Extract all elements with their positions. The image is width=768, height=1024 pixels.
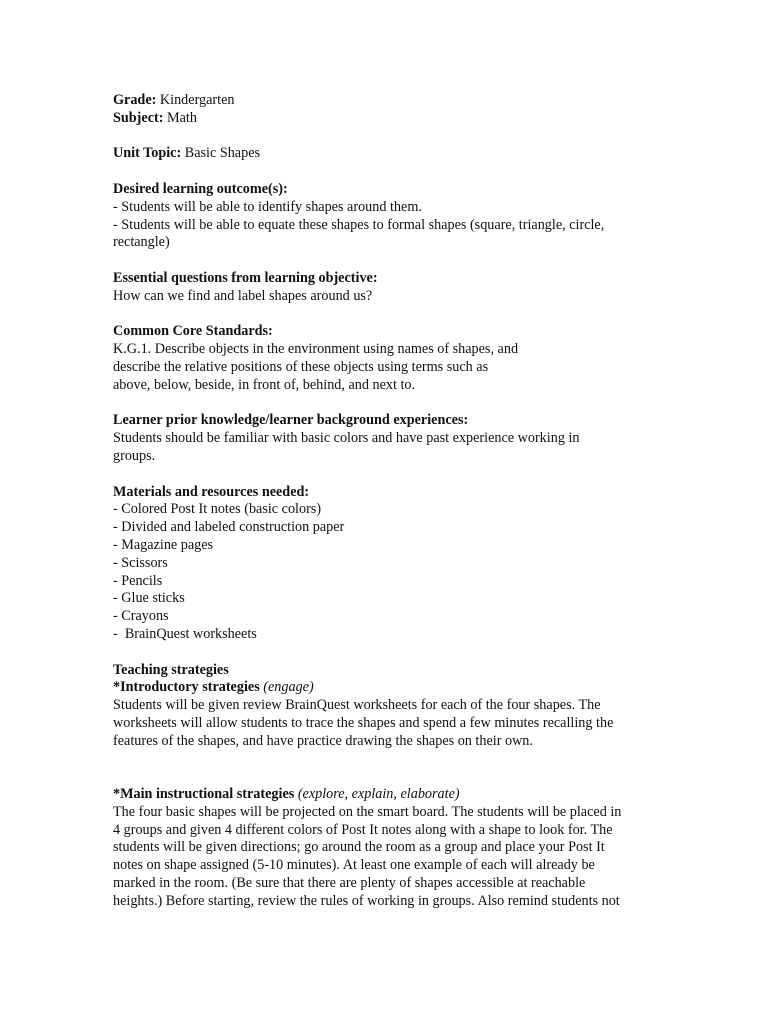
main-strategies-note: (explore, explain, elaborate) [294, 786, 460, 803]
spacer [113, 128, 658, 146]
main-line: 4 groups and given 4 different colors of Post It notes along with a shape to look for. The [113, 821, 613, 838]
essential-heading: Essential questions from learning objective: [113, 269, 378, 286]
intro-line: features of the shapes, and have practice drawing the shapes on their own. [113, 732, 533, 749]
main-line: students will be given directions; go around the room as a group and place your Post It [113, 839, 605, 856]
materials-item: - BrainQuest worksheets [113, 625, 257, 642]
spacer [113, 466, 658, 484]
subject-value: Math [163, 109, 197, 126]
essential-line: How can we find and label shapes around us? [113, 287, 373, 304]
main-line: notes on shape assigned (5-10 minutes). At least one example of each will already be [113, 857, 595, 874]
grade-value: Kindergarten [156, 92, 235, 108]
spacer [113, 644, 658, 662]
standards-line: describe the relative positions of these objects using terms such as [113, 358, 489, 375]
intro-strategies-note: (engage) [259, 679, 314, 696]
spacer [113, 252, 658, 270]
prior-heading: Learner prior knowledge/learner background experiences: [113, 412, 469, 429]
materials-heading: Materials and resources needed: [113, 483, 310, 500]
main-line: heights.) Before starting, review the rules of working in groups. Also remind students not [113, 892, 620, 909]
materials-item: - Pencils [113, 572, 163, 589]
outcome-line: - Students will be able to equate these shapes to formal shapes (square, triangle, circle, [113, 216, 605, 233]
main-line: The four basic shapes will be projected on the smart board. The students will be placed in [113, 803, 622, 820]
grade-label: Grade: [113, 92, 157, 108]
outcome-line: rectangle) [113, 234, 170, 251]
spacer [113, 750, 658, 786]
materials-item: - Glue sticks [113, 590, 185, 607]
materials-item: - Divided and labeled construction paper [113, 519, 345, 536]
spacer [113, 395, 658, 413]
grade-line [113, 92, 658, 110]
intro-line: worksheets will allow students to trace the shapes and spend a few minutes recalling the [113, 714, 614, 731]
materials-item: - Scissors [113, 554, 168, 571]
standards-heading: Common Core Standards: [113, 323, 273, 340]
materials-item: - Crayons [113, 608, 169, 625]
spacer [113, 306, 658, 324]
materials-item: - Colored Post It notes (basic colors) [113, 501, 322, 518]
outcome-line: - Students will be able to identify shapes around them. [113, 198, 422, 215]
lesson-plan-page [113, 92, 658, 911]
subject-line [113, 110, 658, 128]
subject-label: Subject: [113, 109, 164, 126]
prior-line: Students should be familiar with basic colors and have past experience working in [113, 430, 580, 447]
spacer [113, 163, 658, 181]
intro-line: Students will be given review BrainQuest worksheets for each of the four shapes. The [113, 697, 601, 714]
intro-strategies-heading: *Introductory strategies (engage) [113, 679, 314, 696]
outcomes-heading: Desired learning outcome(s): [113, 180, 288, 197]
materials-item: - Magazine pages [113, 536, 214, 553]
prior-line: groups. [113, 447, 156, 464]
main-strategies-heading: *Main instructional strategies (explore, explain, elaborate) [113, 786, 460, 803]
teaching-heading: Teaching strategies [113, 661, 229, 678]
unit-topic-value: Basic Shapes [181, 145, 261, 162]
standards-line: above, below, beside, in front of, behind, and next to. [113, 376, 416, 393]
main-line: marked in the room. (Be sure that there are plenty of shapes accessible at reachable [113, 875, 586, 892]
standards-line: K.G.1. Describe objects in the environment using names of shapes, and [113, 341, 519, 358]
unit-topic-line [113, 145, 658, 163]
unit-topic-label: Unit Topic: [113, 145, 182, 162]
